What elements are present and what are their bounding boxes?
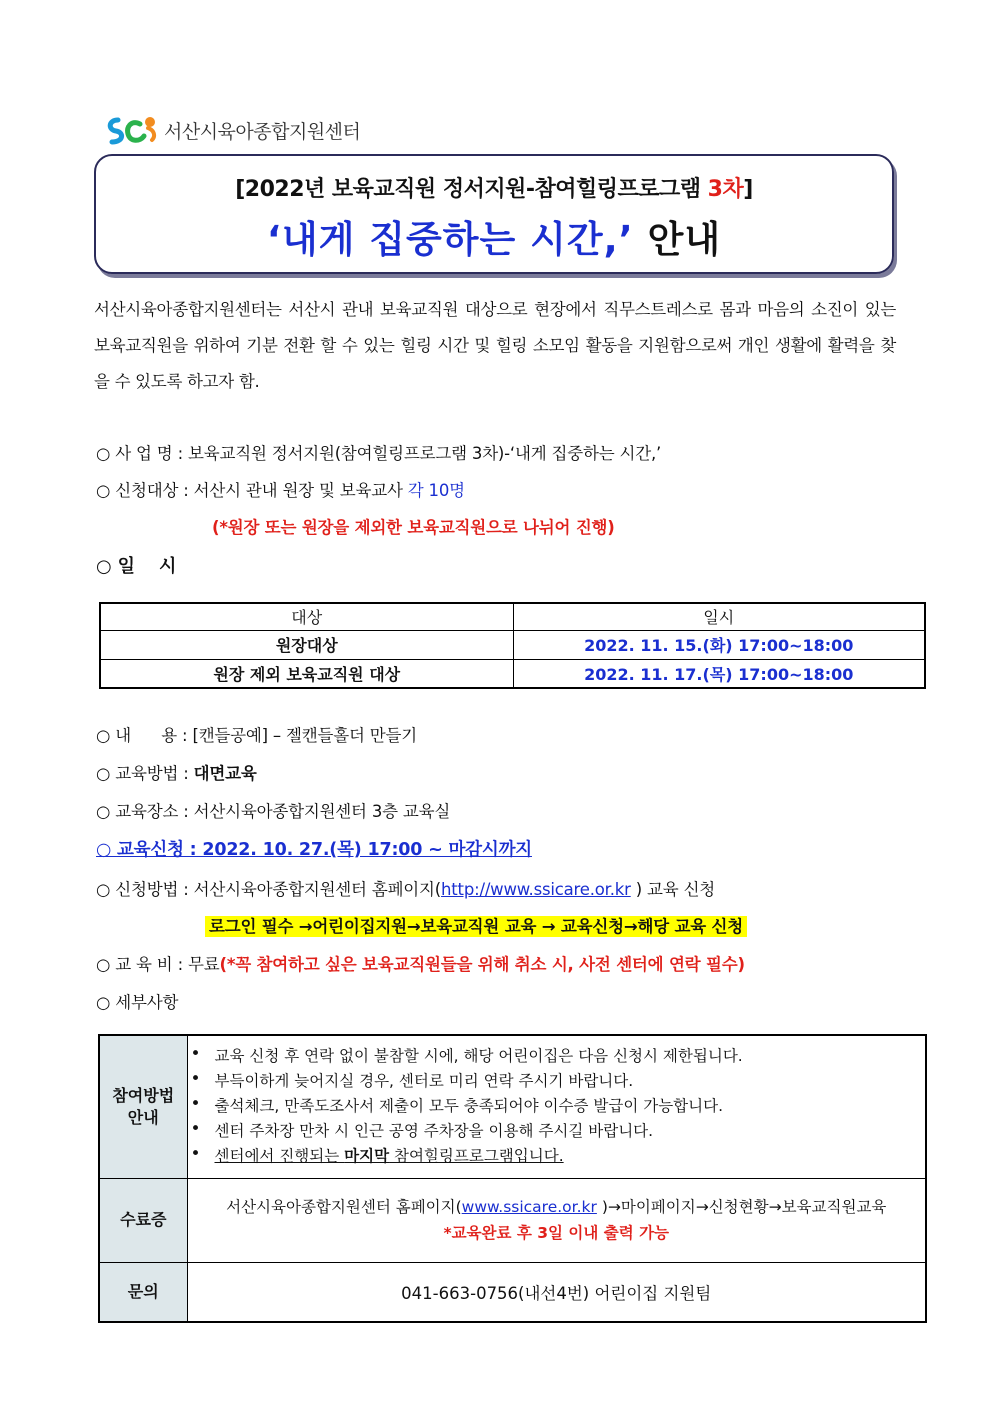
org-logo-icon	[104, 112, 162, 148]
participation-label: 참여방법 안내	[99, 1035, 187, 1178]
schedule-row-target: 원장 제외 보육교직원 대상	[100, 659, 513, 688]
schedule-row-date: 2022. 11. 15.(화) 17:00~18:00	[513, 630, 925, 659]
method-line: ○ 교육방법 : 대면교육	[96, 764, 257, 783]
title-box	[94, 154, 894, 274]
certificate-note: *교육완료 후 3일 이내 출력 가능	[443, 1224, 670, 1242]
org-name: 서산시육아종합지원센터	[164, 120, 361, 143]
inquiry-value: 041-663-0756(내선4번) 어린이집 지원팀	[187, 1262, 926, 1322]
participation-item: • 센터 주차장 만차 시 인근 공영 주차장을 이용해 주시길 바랍니다.	[188, 1119, 926, 1144]
apply-path-highlight: 로그인 필수 →어린이집지원→보육교직원 교육 → 교육신청→해당 교육 신청	[205, 916, 747, 937]
inquiry-label: 문의	[99, 1262, 187, 1322]
participation-item-last: • 센터에서 진행되는 마지막 참여힐링프로그램입니다.	[188, 1144, 926, 1169]
schedule-table	[99, 602, 926, 689]
apply-deadline-line: ○ 교육신청 : 2022. 10. 27.(목) 17:00 ~ 마감시까지	[96, 840, 532, 860]
apply-method-line: ○ 신청방법 : 서산시육아종합지원센터 홈페이지(http://www.ssicare.or.kr ) 교육 신청	[96, 880, 716, 899]
apply-path-line	[205, 913, 747, 937]
certificate-link[interactable]: www.ssicare.or.kr	[461, 1198, 597, 1216]
fee-line: ○ 교 육 비 : 무료(*꼭 참여하고 싶은 보육교직원들을 위해 취소 시, 사전 센터에 연락 필수)	[96, 955, 745, 974]
title-line-1: [2022년 보육교직원 정서지원-참여힐링프로그램 3차]	[235, 177, 753, 202]
participation-item: • 부득이하게 늦어지실 경우, 센터로 미리 연락 주시기 바랍니다.	[188, 1069, 926, 1094]
homepage-link[interactable]: http://www.ssicare.or.kr	[441, 880, 631, 899]
participation-list-cell	[187, 1035, 926, 1178]
certificate-label: 수료증	[99, 1178, 187, 1262]
schedule-header-target: 대상	[100, 603, 513, 630]
schedule-header-date: 일시	[513, 603, 925, 630]
participation-item: • 출석체크, 만족도조사서 제출이 모두 충족되어야 이수증 발급이 가능합니다.	[188, 1094, 926, 1119]
project-name-line: ○ 사 업 명 : 보육교직원 정서지원(참여힐링프로그램 3차)-‘내게 집중하는 시간,’	[96, 444, 662, 463]
intro-paragraph: 서산시육아종합지원센터는 서산시 관내 보육교직원 대상으로 현장에서 직무스트레스로 몸과 마음의 소진이 있는 보육교직원을 위하여 기분 전환 할 수 있는 힐링 시간 및 힐링 소모임 활동을 지원함으로써 개인 생활에 활력을 찾을 수 있도록 하고자 함.	[94, 300, 896, 391]
details-table	[98, 1034, 927, 1323]
certificate-path: 서산시육아종합지원센터 홈페이지(www.ssicare.or.kr )→마이페이지→신청현황→보육교직원교육	[226, 1198, 887, 1216]
schedule-heading: ○ 일 시	[96, 556, 177, 577]
details-heading: ○ 세부사항	[96, 993, 179, 1012]
participation-list	[188, 1040, 926, 1173]
certificate-cell	[187, 1178, 926, 1262]
target-note: (*원장 또는 원장을 제외한 보육교직원으로 나뉘어 진행)	[212, 518, 615, 537]
org-logo	[104, 112, 360, 148]
place-line: ○ 교육장소 : 서산시육아종합지원센터 3층 교육실	[96, 802, 451, 821]
participation-item: • 교육 신청 후 연락 없이 불참할 시에, 해당 어린이집은 다음 신청시 제한됩니다.	[188, 1044, 926, 1069]
target-line: ○ 신청대상 : 서산시 관내 원장 및 보육교사 각 10명	[96, 481, 465, 500]
content-line: ○ 내 용 : [캔들공예] – 젤캔들홀더 만들기	[96, 726, 417, 745]
schedule-row-date: 2022. 11. 17.(목) 17:00~18:00	[513, 659, 925, 688]
title-line-2: ‘내게 집중하는 시간,’ 안내	[266, 218, 722, 261]
schedule-row-target: 원장대상	[100, 630, 513, 659]
